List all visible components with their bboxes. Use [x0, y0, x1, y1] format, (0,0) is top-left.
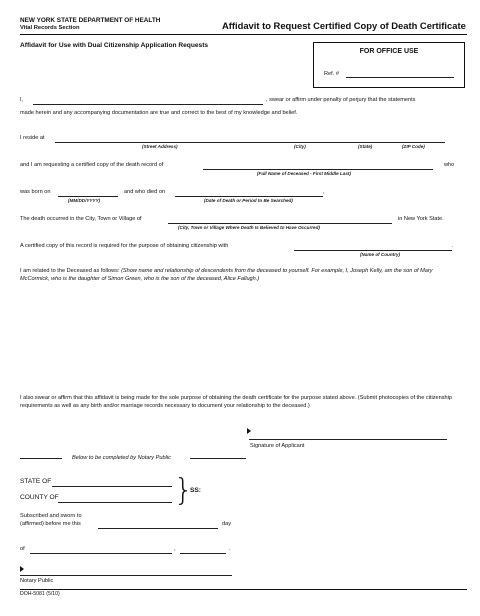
swear-text: , swear or affirm under penalty of perjury that the statements [266, 97, 416, 103]
state-hint: (State) [358, 144, 373, 149]
notary-county-field[interactable] [58, 502, 172, 503]
requesting-label: and I am requesting a certified copy of the death record of [20, 162, 164, 168]
reside-label: I reside at [20, 135, 45, 141]
notary-header: Below to be completed by Notary Public [72, 455, 171, 461]
birth-date-field[interactable] [58, 196, 118, 197]
notary-state-field[interactable] [52, 486, 172, 487]
deceased-name-hint: (Full Name of Deceased - First Middle Last) [257, 171, 351, 176]
county-of-label: COUNTY OF [20, 494, 59, 501]
notary-signature-field[interactable] [20, 575, 232, 576]
zip-hint: (ZIP Code) [402, 144, 425, 149]
relationship-field[interactable] [20, 290, 460, 390]
country-hint: (Name of Country) [360, 252, 401, 257]
form-title: Affidavit to Request Certified Copy of Death Certificate [222, 20, 466, 31]
signature-arrow-icon [247, 428, 251, 434]
deceased-name-field[interactable] [203, 169, 433, 170]
occurred-suffix: in New York State. [398, 216, 444, 222]
birth-date-hint: (MM/DD/YYYY) [68, 198, 101, 203]
citizenship-period: . [452, 243, 454, 249]
citizenship-label: A certified copy of this record is required for the purpose of obtaining citizenship with [20, 243, 229, 249]
death-date-hint: (Date of Death or Period to Be Searched) [204, 198, 293, 203]
country-field[interactable] [294, 250, 452, 251]
notary-signature-arrow-icon [20, 566, 24, 572]
applicant-signature-field[interactable] [249, 439, 447, 440]
office-use-title: FOR OFFICE USE [359, 48, 419, 55]
notary-year-field[interactable] [180, 553, 226, 554]
ref-number-field[interactable] [346, 77, 454, 78]
notary-rule-left [20, 458, 62, 459]
born-comma: , [323, 189, 325, 195]
of-label: of [20, 546, 25, 552]
subscribed-line1: Subscribed and sworn to [20, 513, 82, 519]
purpose-paragraph: I also swear or affirm that this affidavit is being made for the sole purpose of obtaining the death certificate for the purpose stated above. (Submit photocopies of the citizenship requirements as well as any birth and/or marriage records necessary to document your relationship to the deceased.) [20, 395, 453, 409]
related-instruction: (Show name and relationship of descendents from the deceased to yourself. For example, I, Joseph Kelly, am the son of Mary McCormick, who is the daughter of Simon Green, who is the son of the deceased, Alice Fallugh.) [20, 268, 433, 282]
subscribed-line2: (affirmed) before me this [20, 521, 81, 527]
street-hint: (Street Address) [142, 144, 178, 149]
notary-comma: , [174, 546, 176, 552]
notary-day-field[interactable] [98, 528, 218, 529]
address-field[interactable] [55, 142, 445, 143]
notary-public-label: Notary Public [20, 578, 54, 584]
applicant-name-field[interactable] [33, 104, 263, 105]
header-rule [20, 34, 467, 35]
related-label: I am related to the Deceased as follows: [20, 268, 120, 274]
occurred-label: The death occurred in the City, Town or Village of [20, 216, 142, 222]
state-of-label: STATE OF [20, 478, 52, 485]
brace-icon: } [174, 473, 194, 508]
office-use-box [313, 42, 465, 88]
died-label: and who died on [124, 189, 166, 195]
notary-month-field[interactable] [30, 553, 172, 554]
agency-name: NEW YORK STATE DEPARTMENT OF HEALTH [20, 17, 161, 24]
form-subtitle: Affidavit for Use with Dual Citizenship Application Requests [20, 42, 209, 49]
notary-period: . [229, 546, 231, 552]
ss-label: SS: [190, 487, 201, 494]
born-label: was born on [20, 189, 51, 195]
day-label: day [222, 521, 232, 527]
death-location-hint: (City, Town or Village Where Death Is Believed to Have Occurred) [178, 225, 320, 230]
death-date-field[interactable] [175, 196, 323, 197]
who-label: who [444, 162, 455, 168]
notary-rule-right [190, 458, 246, 459]
death-location-field[interactable] [168, 223, 392, 224]
section-name: Vital Records Section [20, 25, 80, 31]
signature-label: Signature of Applicant [250, 443, 305, 449]
footer-rule [20, 589, 467, 590]
sworn-text-line2: made herein and any accompanying documentation are true and correct to the best of my knowledge and belief. [20, 110, 298, 116]
form-number: DOH-5081 (5/10) [20, 591, 60, 597]
i-label: I, [20, 97, 24, 103]
city-hint: (City) [294, 144, 306, 149]
relationship-paragraph [20, 268, 460, 283]
ref-label: Ref. # [324, 71, 339, 77]
